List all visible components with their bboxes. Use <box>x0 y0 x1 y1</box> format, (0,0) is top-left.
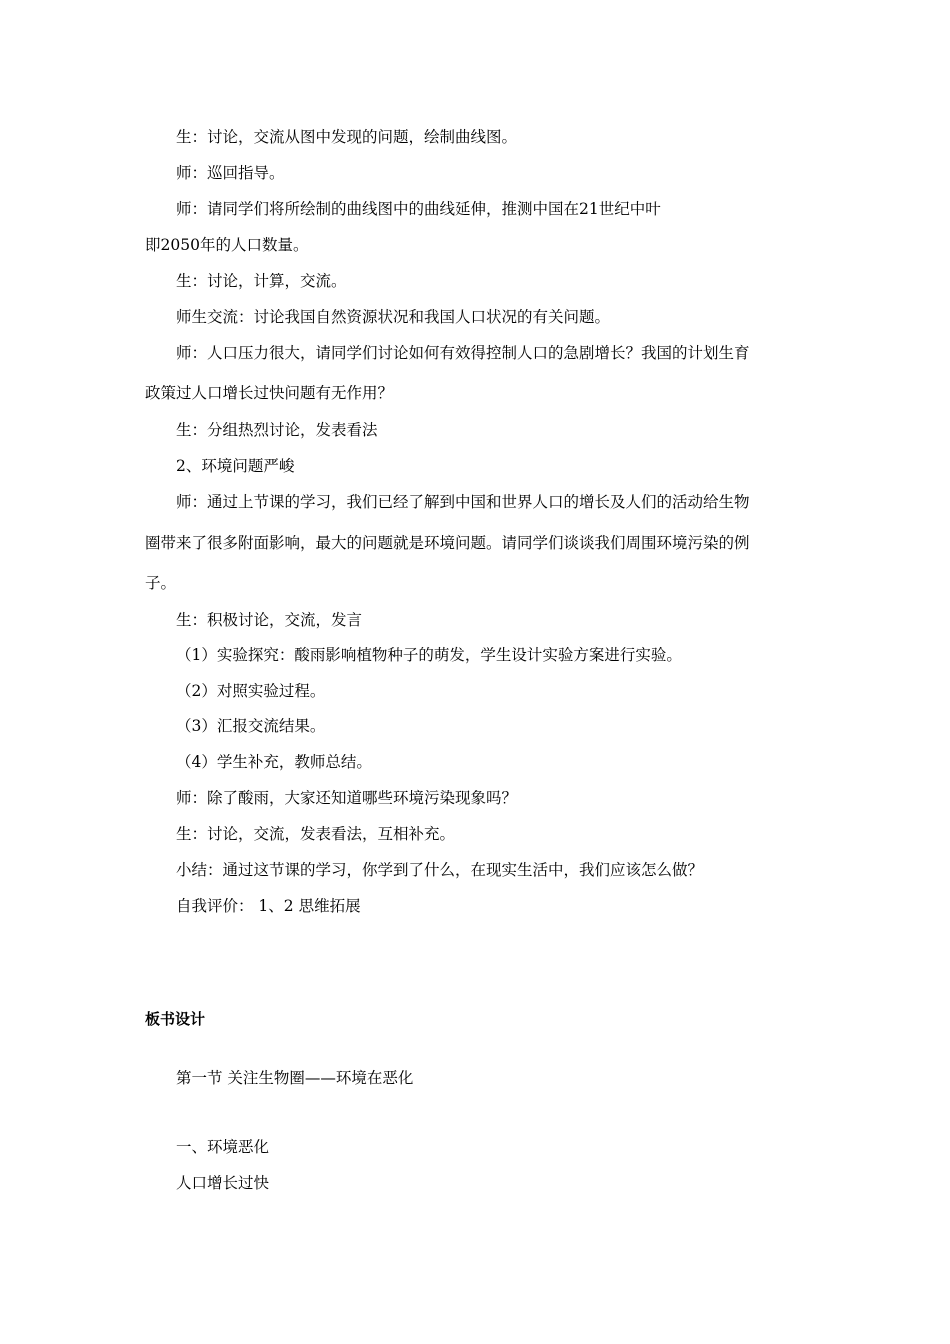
text-line: 子。 <box>145 574 177 592</box>
text-line: 师生交流：讨论我国自然资源状况和我国人口状况的有关问题。 <box>176 308 611 326</box>
text-line: 生：分组热烈讨论，发表看法 <box>176 421 378 439</box>
text-line: 政策过人口增长过快问题有无作用？ <box>145 384 394 402</box>
text-line: 师：请同学们将所绘制的曲线图中的曲线延伸，推测中国在21世纪中叶 <box>176 200 661 218</box>
text-line: 生：讨论，交流，发表看法，互相补充。 <box>176 825 456 843</box>
text-line: 师：巡回指导。 <box>176 164 285 182</box>
list-item: （1）实验探究：酸雨影响植物种子的萌发，学生设计实验方案进行实验。 <box>176 646 682 664</box>
text-line: 自我评价： 1、2 思维拓展 <box>176 897 361 915</box>
list-item: （3）汇报交流结果。 <box>176 717 326 735</box>
board-item: 一、环境恶化 <box>176 1138 270 1156</box>
text-line: 生：讨论，计算，交流。 <box>176 272 347 290</box>
board-design-heading: 板书设计 <box>145 1010 206 1028</box>
list-item: （4）学生补充，教师总结。 <box>176 753 372 771</box>
text-line: 师：人口压力很大，请同学们讨论如何有效得控制人口的急剧增长？我国的计划生育 <box>176 344 750 362</box>
text-line: 即2050年的人口数量。 <box>145 236 309 254</box>
text-line: 生：积极讨论，交流，发言 <box>176 611 363 629</box>
section-heading: 2、环境问题严峻 <box>176 457 295 475</box>
board-title: 第一节 关注生物圈——环境在恶化 <box>176 1069 414 1087</box>
text-line: 师：除了酸雨，大家还知道哪些环境污染现象吗？ <box>176 789 518 807</box>
text-line: 小结：通过这节课的学习，你学到了什么，在现实生活中，我们应该怎么做？ <box>176 861 704 879</box>
text-line: 圈带来了很多附面影响，最大的问题就是环境问题。请同学们谈谈我们周围环境污染的例 <box>145 534 750 552</box>
text-line: 师：通过上节课的学习，我们已经了解到中国和世界人口的增长及人们的活动给生物 <box>176 493 750 511</box>
board-item: 人口增长过快 <box>176 1174 270 1192</box>
list-item: （2）对照实验过程。 <box>176 682 326 700</box>
text-line: 生：讨论，交流从图中发现的问题，绘制曲线图。 <box>176 128 518 146</box>
